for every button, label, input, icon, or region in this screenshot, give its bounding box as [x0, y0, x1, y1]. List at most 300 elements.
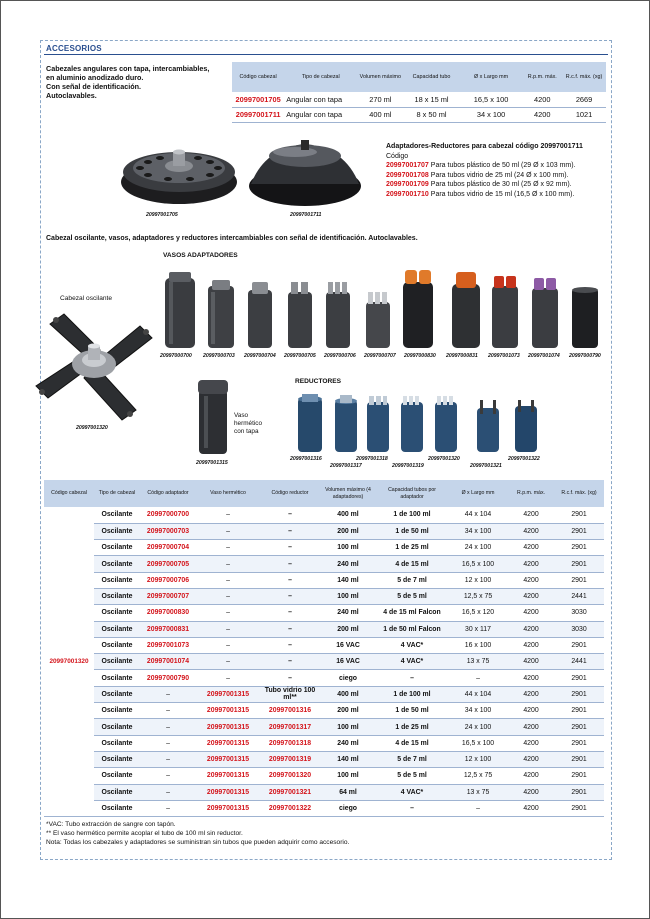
table-cell: 20997001316: [260, 703, 320, 719]
table-header-row: [44, 480, 604, 507]
table-row: [44, 572, 604, 588]
table-cell: 4200: [522, 107, 562, 122]
table-cell: 4200: [508, 670, 554, 686]
table-cell: 2901: [554, 637, 604, 653]
table-cell: 20997000704: [140, 540, 196, 556]
table-cell: –: [448, 800, 508, 816]
table-cell: –: [140, 768, 196, 784]
table-cell: –: [196, 507, 260, 523]
table-row: [44, 703, 604, 719]
adapter-row: [386, 161, 616, 171]
vaso-label-line: Vaso: [234, 412, 249, 419]
adapter-row: [386, 180, 616, 190]
col-header: R.p.m. máx.: [508, 480, 554, 507]
table-cell: 8 x 50 ml: [403, 107, 459, 122]
rotor-caption-1705: 20997001705: [146, 212, 178, 218]
vaso-caption: 20997001074: [528, 353, 560, 359]
vaso-label-line: hermético: [234, 420, 263, 427]
adapter-code: 20997001708: [386, 171, 429, 179]
table-cell: 20997001317: [260, 719, 320, 735]
table-cell: 4200: [508, 540, 554, 556]
table-cell: 400 ml: [320, 507, 376, 523]
table-cell: 4200: [508, 637, 554, 653]
cabezal-label: Cabezal oscilante: [60, 295, 113, 302]
table-cell: –: [260, 556, 320, 572]
reductor-photo-1317: [332, 394, 360, 454]
table-cell: –: [260, 654, 320, 670]
section-rule: [44, 54, 608, 55]
vaso-caption: 20997001073: [488, 353, 520, 359]
table-cell: 2669: [562, 92, 606, 107]
table-cell: Oscilante: [94, 507, 140, 523]
table-cell: –: [260, 588, 320, 604]
table-cell: Oscilante: [94, 654, 140, 670]
table-cell: 24 x 100: [448, 719, 508, 735]
table-row: [44, 654, 604, 670]
table-cell: 4200: [508, 768, 554, 784]
table-cell: 16,5 x 100: [460, 92, 523, 107]
table-cell: 20997001315: [196, 800, 260, 816]
table-cell: –: [196, 670, 260, 686]
swing-head-caption: 20997001320: [76, 425, 108, 431]
head-code-cell: 20997001711: [232, 107, 284, 122]
table-row: [44, 670, 604, 686]
swing-heading: Cabezal oscilante, vasos, adaptadores y reductores intercambiables con señal de identificación. Autoclavables.: [46, 235, 418, 242]
table-cell: 20997000706: [140, 572, 196, 588]
table-cell: 20997001073: [140, 637, 196, 653]
table-cell: Oscilante: [94, 621, 140, 637]
table-cell: Oscilante: [94, 751, 140, 767]
table-cell: 100 ml: [320, 588, 376, 604]
table-row: [44, 686, 604, 702]
table-row: [44, 523, 604, 539]
table-cell: 200 ml: [320, 703, 376, 719]
adapter-code: 20997001710: [386, 190, 429, 198]
table-row: [44, 637, 604, 653]
table-cell: 2901: [554, 507, 604, 523]
table-cell: 4 de 15 ml Falcon: [376, 605, 448, 621]
table-cell: 16 VAC: [320, 654, 376, 670]
table-row: [232, 92, 606, 107]
col-header: R.c.f. máx. (xg): [554, 480, 604, 507]
table-header-row: [232, 62, 606, 92]
table-cell: 12,5 x 75: [448, 588, 508, 604]
vaso-caption: 20997000830: [404, 353, 436, 359]
vaso-caption: 20997000790: [569, 353, 601, 359]
vasos-heading: VASOS ADAPTADORES: [163, 252, 238, 259]
table-cell: 20997000830: [140, 605, 196, 621]
reductor-photo-1319: [398, 394, 426, 454]
table-cell: 200 ml: [320, 523, 376, 539]
rotor-caption-1711: 20997001711: [290, 212, 322, 218]
head-code-cell: 20997001320: [44, 507, 94, 817]
table-cell: 4200: [508, 523, 554, 539]
table-cell: 2901: [554, 784, 604, 800]
table-cell: Oscilante: [94, 703, 140, 719]
table-cell: 24 x 100: [448, 540, 508, 556]
table-cell: 2901: [554, 751, 604, 767]
vaso-photo-703: [206, 276, 236, 350]
table-cell: 44 x 104: [448, 507, 508, 523]
table-cell: –: [260, 523, 320, 539]
footnotes: [46, 820, 349, 847]
table-cell: 20997001315: [196, 686, 260, 702]
table-cell: 1 de 100 ml: [376, 686, 448, 702]
table-cell: Oscilante: [94, 800, 140, 816]
table-cell: 4200: [508, 588, 554, 604]
table-cell: –: [260, 637, 320, 653]
table-cell: 3030: [554, 621, 604, 637]
table-cell: Oscilante: [94, 719, 140, 735]
table-cell: –: [260, 670, 320, 686]
rotor-photo-1711: [245, 134, 365, 210]
table-row: [44, 588, 604, 604]
swing-head-table: [44, 480, 604, 817]
col-header: R.p.m. máx.: [522, 62, 562, 92]
col-header: Código cabezal: [232, 62, 284, 92]
reductor-caption: 20997001318: [356, 456, 388, 462]
table-cell: 12 x 100: [448, 572, 508, 588]
vaso-hermetico-label: [234, 412, 284, 436]
table-cell: –: [448, 670, 508, 686]
table-cell: 64 ml: [320, 784, 376, 800]
vaso-caption: 20997000831: [446, 353, 478, 359]
table-cell: –: [196, 556, 260, 572]
table-cell: 20997001321: [260, 784, 320, 800]
reductores-heading: REDUCTORES: [295, 378, 342, 385]
table-row: [44, 800, 604, 816]
table-cell: 4200: [508, 556, 554, 572]
reductor-photo-1320: [432, 394, 460, 454]
table-cell: 4200: [508, 703, 554, 719]
adapter-row: [386, 190, 616, 200]
table-cell: 4200: [508, 572, 554, 588]
table-cell: –: [140, 751, 196, 767]
table-row: [44, 605, 604, 621]
adapters-heading: [386, 142, 616, 152]
table-cell: –: [260, 572, 320, 588]
angular-heads-table: [232, 62, 606, 123]
angular-table-body: [232, 92, 606, 122]
vaso-photo-1073: [490, 272, 520, 350]
table-cell: 5 de 5 ml: [376, 588, 448, 604]
col-header: Tipo de cabezal: [94, 480, 140, 507]
vaso-caption: 20997000705: [284, 353, 316, 359]
table-cell: 4200: [508, 751, 554, 767]
adapters-code-label: Código: [386, 152, 409, 160]
table-cell: 20997001315: [196, 735, 260, 751]
table-cell: 2901: [554, 670, 604, 686]
intro-line: en aluminio anodizado duro.: [46, 73, 144, 82]
table-cell: 12 x 100: [448, 751, 508, 767]
table-cell: 2901: [554, 719, 604, 735]
table-cell: 4 de 15 ml: [376, 735, 448, 751]
table-cell: 4 VAC*: [376, 654, 448, 670]
table-cell: 20997000703: [140, 523, 196, 539]
table-cell: Oscilante: [94, 540, 140, 556]
col-header: Capacidad tubos por adaptador: [376, 480, 448, 507]
reductor-caption: 20997001321: [470, 463, 502, 469]
col-header: Volumen máximo (4 adaptadores): [320, 480, 376, 507]
table-cell: 20997001315: [196, 703, 260, 719]
adapter-desc: Para tubos plástico de 30 ml (25 Ø x 92 mm).: [430, 181, 572, 189]
adapter-desc: Para tubos vidrio de 15 ml (16,5 Ø x 100 mm).: [430, 190, 575, 198]
table-cell: 5 de 5 ml: [376, 768, 448, 784]
table-cell: Oscilante: [94, 637, 140, 653]
table-cell: 4 VAC*: [376, 784, 448, 800]
table-cell: 34 x 100: [448, 703, 508, 719]
reductor-photo-1322: [512, 400, 540, 454]
table-cell: 240 ml: [320, 735, 376, 751]
table-cell: –: [140, 735, 196, 751]
table-cell: 20997000790: [140, 670, 196, 686]
table-cell: –: [140, 719, 196, 735]
adapters-heading-code: 20997001711: [540, 143, 583, 150]
table-cell: 20997000831: [140, 621, 196, 637]
table-row: [44, 719, 604, 735]
table-cell: 2441: [554, 588, 604, 604]
intro-line: Con señal de identificación.: [46, 82, 142, 91]
table-row: [232, 107, 606, 122]
table-cell: 4200: [508, 735, 554, 751]
table-cell: 2901: [554, 572, 604, 588]
col-header: Volumen máximo: [357, 62, 403, 92]
table-cell: 1 de 100 ml: [376, 507, 448, 523]
table-cell: 1021: [562, 107, 606, 122]
adapter-desc: Para tubos plástico de 50 ml (29 Ø x 103 mm).: [430, 162, 576, 170]
table-cell: 18 x 15 ml: [403, 92, 459, 107]
table-cell: 1 de 50 ml: [376, 523, 448, 539]
table-cell: 20997001315: [196, 719, 260, 735]
table-cell: 4200: [508, 719, 554, 735]
vaso-hermetico-caption: 20997001315: [196, 460, 228, 466]
table-cell: Oscilante: [94, 784, 140, 800]
adapters-heading-text: Adaptadores-Reductores para cabezal código: [386, 143, 539, 150]
swing-head-photo: [30, 306, 158, 424]
table-cell: 4200: [508, 507, 554, 523]
table-cell: 200 ml: [320, 621, 376, 637]
section-title: ACCESORIOS: [46, 44, 102, 53]
table-cell: Oscilante: [94, 670, 140, 686]
table-cell: 34 x 100: [448, 523, 508, 539]
table-cell: 4200: [522, 92, 562, 107]
col-header: Código adaptador: [140, 480, 196, 507]
reductor-caption: 20997001320: [428, 456, 460, 462]
adapters-block: [386, 142, 616, 200]
col-header: Código cabezal: [44, 480, 94, 507]
table-cell: 16,5 x 120: [448, 605, 508, 621]
table-cell: –: [196, 523, 260, 539]
table-cell: 3030: [554, 605, 604, 621]
table-cell: –: [376, 670, 448, 686]
table-cell: 2901: [554, 735, 604, 751]
table-row: [44, 540, 604, 556]
table-cell: 4200: [508, 654, 554, 670]
reductor-caption: 20997001322: [508, 456, 540, 462]
intro-text: [46, 64, 226, 100]
table-cell: 1 de 50 ml: [376, 703, 448, 719]
vaso-photo-705: [286, 278, 314, 350]
table-cell: Oscilante: [94, 768, 140, 784]
table-cell: 16,5 x 100: [448, 556, 508, 572]
vaso-label-line: con tapa: [234, 428, 259, 435]
head-code-cell: 20997001705: [232, 92, 284, 107]
vaso-caption: 20997000704: [244, 353, 276, 359]
table-cell: 2901: [554, 540, 604, 556]
col-header: Ø x Largo mm: [448, 480, 508, 507]
swing-table-body: [44, 507, 604, 817]
table-cell: –: [376, 800, 448, 816]
table-cell: –: [140, 686, 196, 702]
table-cell: 4200: [508, 784, 554, 800]
table-cell: –: [196, 540, 260, 556]
table-cell: Oscilante: [94, 605, 140, 621]
table-cell: 20997001074: [140, 654, 196, 670]
table-row: [44, 784, 604, 800]
table-cell: 20997000700: [140, 507, 196, 523]
table-cell: 20997000707: [140, 588, 196, 604]
table-cell: Oscilante: [94, 572, 140, 588]
reductor-caption: 20997001316: [290, 456, 322, 462]
table-cell: 140 ml: [320, 751, 376, 767]
vaso-caption: 20997000706: [324, 353, 356, 359]
vaso-photo-700: [163, 270, 197, 350]
reductor-caption: 20997001317: [330, 463, 362, 469]
table-cell: 2901: [554, 523, 604, 539]
table-cell: 16,5 x 100: [448, 735, 508, 751]
table-cell: 20997001315: [196, 751, 260, 767]
table-cell: Oscilante: [94, 686, 140, 702]
table-cell: –: [196, 637, 260, 653]
rotor-photo-1705: [118, 138, 240, 210]
adapter-row: [386, 171, 616, 181]
col-header: Capacidad tubo: [403, 62, 459, 92]
table-cell: Tubo vidrio 100 ml**: [260, 686, 320, 702]
adapter-code: 20997001709: [386, 181, 429, 189]
table-row: [44, 556, 604, 572]
table-cell: 2901: [554, 703, 604, 719]
table-cell: 2901: [554, 768, 604, 784]
table-cell: Oscilante: [94, 735, 140, 751]
table-cell: –: [196, 605, 260, 621]
table-cell: 44 x 104: [448, 686, 508, 702]
table-cell: –: [196, 572, 260, 588]
table-cell: 20997000705: [140, 556, 196, 572]
vaso-caption: 20997000700: [160, 353, 192, 359]
vaso-photo-830: [401, 266, 435, 350]
reductor-photo-1321: [474, 400, 502, 454]
table-row: [44, 751, 604, 767]
table-cell: 400 ml: [357, 107, 403, 122]
table-cell: –: [260, 507, 320, 523]
table-cell: 2441: [554, 654, 604, 670]
table-cell: 5 de 7 ml: [376, 751, 448, 767]
table-cell: 12,5 x 75: [448, 768, 508, 784]
table-cell: 20997001320: [260, 768, 320, 784]
vaso-photo-790: [570, 282, 600, 350]
table-cell: 1 de 50 ml Falcon: [376, 621, 448, 637]
table-row: [44, 768, 604, 784]
table-cell: 2901: [554, 686, 604, 702]
table-cell: 20997001315: [196, 784, 260, 800]
table-cell: 4200: [508, 800, 554, 816]
table-cell: 140 ml: [320, 572, 376, 588]
col-header: Vaso hermético: [196, 480, 260, 507]
footnote: *VAC: Tubo extracción de sangre con tapón.: [46, 821, 176, 828]
table-cell: 240 ml: [320, 605, 376, 621]
table-row: [44, 621, 604, 637]
table-row: [44, 735, 604, 751]
intro-line: Autoclavables.: [46, 91, 97, 100]
footnote: Nota: Todas los cabezales y adaptadores se suministran sin tubos que pueden adquirir como accesorio.: [46, 839, 350, 846]
reductor-photo-1318: [364, 394, 392, 454]
table-cell: 20997001315: [196, 768, 260, 784]
col-header: R.c.f. máx. (xg): [562, 62, 606, 92]
table-cell: 20997001318: [260, 735, 320, 751]
col-header: Ø x Largo mm: [460, 62, 523, 92]
table-cell: –: [140, 800, 196, 816]
table-cell: 4200: [508, 686, 554, 702]
table-cell: 2901: [554, 800, 604, 816]
table-cell: 20997001319: [260, 751, 320, 767]
table-cell: 34 x 100: [460, 107, 523, 122]
vaso-photo-707: [364, 290, 392, 350]
col-header: Tipo de cabezal: [284, 62, 357, 92]
table-cell: 16 x 100: [448, 637, 508, 653]
table-cell: –: [260, 540, 320, 556]
table-cell: –: [140, 784, 196, 800]
table-cell: 5 de 7 ml: [376, 572, 448, 588]
vaso-photo-831: [450, 268, 482, 350]
table-cell: Oscilante: [94, 556, 140, 572]
table-cell: –: [196, 621, 260, 637]
table-cell: 1 de 25 ml: [376, 540, 448, 556]
table-cell: –: [260, 605, 320, 621]
table-cell: 240 ml: [320, 556, 376, 572]
table-cell: 2901: [554, 556, 604, 572]
adapter-desc: Para tubos vidrio de 25 ml (24 Ø x 100 mm).: [430, 171, 569, 179]
table-cell: Oscilante: [94, 588, 140, 604]
table-cell: 4200: [508, 621, 554, 637]
col-header: Código reductor: [260, 480, 320, 507]
reductor-photo-1316: [295, 392, 325, 454]
table-cell: 30 x 117: [448, 621, 508, 637]
table-cell: 4 de 15 ml: [376, 556, 448, 572]
vaso-photo-706: [324, 278, 352, 350]
table-row: [44, 507, 604, 523]
intro-line: Cabezales angulares con tapa, intercambiables,: [46, 64, 210, 73]
vaso-hermetico-photo: [196, 376, 230, 456]
table-cell: 20997001322: [260, 800, 320, 816]
table-cell: 100 ml: [320, 540, 376, 556]
vaso-caption: 20997000703: [203, 353, 235, 359]
table-cell: –: [260, 621, 320, 637]
vaso-photo-1074: [530, 274, 560, 350]
table-cell: 400 ml: [320, 686, 376, 702]
footnote: ** El vaso hermético permite acoplar el tubo de 100 ml sin reductor.: [46, 830, 243, 837]
table-cell: 1 de 25 ml: [376, 719, 448, 735]
table-cell: –: [140, 703, 196, 719]
table-cell: ciego: [320, 800, 376, 816]
table-cell: 13 x 75: [448, 784, 508, 800]
table-cell: 16 VAC: [320, 637, 376, 653]
table-cell: Oscilante: [94, 523, 140, 539]
table-cell: –: [196, 654, 260, 670]
adapter-code: 20997001707: [386, 162, 429, 170]
table-cell: 4 VAC*: [376, 637, 448, 653]
table-cell: 270 ml: [357, 92, 403, 107]
vaso-photo-704: [246, 278, 274, 350]
